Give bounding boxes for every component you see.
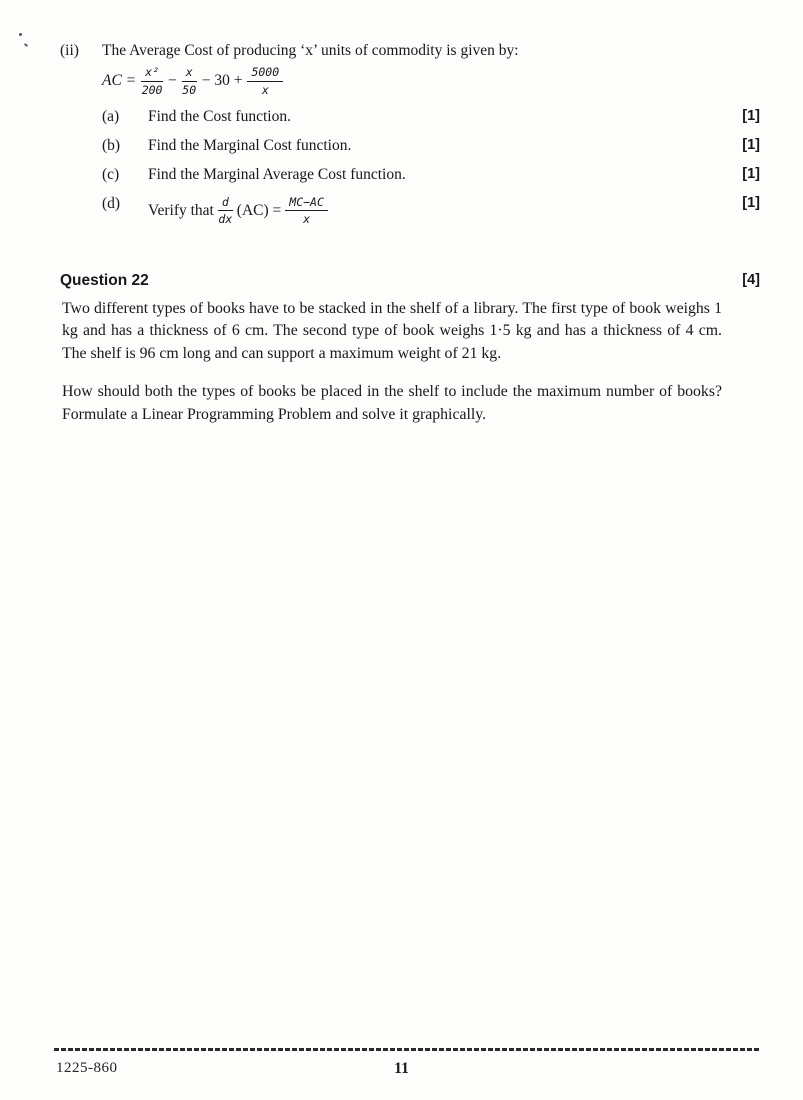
part-c-text: Find the Marginal Average Cost function.: [148, 166, 406, 183]
question-22: [60, 272, 760, 442]
question-22-heading: Question 22: [60, 272, 149, 289]
fraction-5000-x: $\frac{5000}{x}$: [247, 65, 283, 97]
part-c-label: (c): [102, 166, 120, 183]
question-22-paragraph-1: Two different types of books have to be stacked in the shelf of a library. The first type of book weighs 1 kg and has a thickness of 6 cm. The second type of book weighs 1·5 kg and has a thickness of 4 cm. The shelf is 96 cm long and can support a maximum weight of 21 kg.: [62, 300, 722, 362]
fraction-x2-200: $\frac{\text{x²}}{200}$: [141, 65, 163, 97]
footer-dashed-rule: [54, 1048, 760, 1051]
part-b-label: (b): [102, 137, 121, 154]
fraction-d-dx: $\frac{d}{dx}$: [218, 195, 233, 227]
subquestion-ii: [60, 42, 760, 238]
minus-operator: −: [168, 72, 177, 89]
part-d-marks: [1]: [742, 195, 760, 211]
part-a-row: [102, 108, 760, 126]
part-b-marks: [1]: [742, 137, 760, 153]
fraction-x-50: $\frac{x}{50}$: [182, 65, 197, 97]
part-b-row: [102, 137, 760, 155]
ac-equals-text: (AC) =: [236, 201, 282, 219]
question-22-marks: [4]: [742, 272, 760, 288]
part-b-text: Find the Marginal Cost function.: [148, 137, 352, 154]
part-d-row: [102, 195, 760, 227]
part-a-text: Find the Cost function.: [148, 108, 291, 125]
part-c-marks: [1]: [742, 166, 760, 182]
scan-artifact: [19, 33, 22, 36]
footer-page-number: 11: [394, 1060, 409, 1077]
part-c-row: [102, 166, 760, 184]
subquestion-ii-label: (ii): [60, 42, 79, 59]
minus-30-plus: − 30 +: [201, 72, 243, 89]
question-22-header: [60, 272, 760, 290]
fraction-mc-ac-x: $\frac{MC-AC}{x}$: [285, 195, 328, 227]
footer-paper-code: 1225-860: [56, 1060, 118, 1076]
verify-that-text: Verify that: [148, 201, 214, 219]
part-a-marks: [1]: [742, 108, 760, 124]
subquestion-ii-body: [102, 42, 760, 238]
average-cost-intro: The Average Cost of producing ‘x’ units of commodity is given by:: [102, 42, 519, 59]
scan-artifact: [24, 43, 28, 47]
ac-formula: [102, 64, 760, 98]
part-d-label: (d): [102, 195, 121, 212]
question-22-paragraph-2: How should both the types of books be placed in the shelf to include the maximum number of books? Formulate a Linear Programming Problem and solve it graphically.: [62, 383, 722, 423]
ac-formula-lhs: AC =: [102, 72, 137, 89]
part-a-label: (a): [102, 108, 120, 125]
part-d-text: [148, 195, 702, 227]
subparts-list: [102, 108, 760, 227]
